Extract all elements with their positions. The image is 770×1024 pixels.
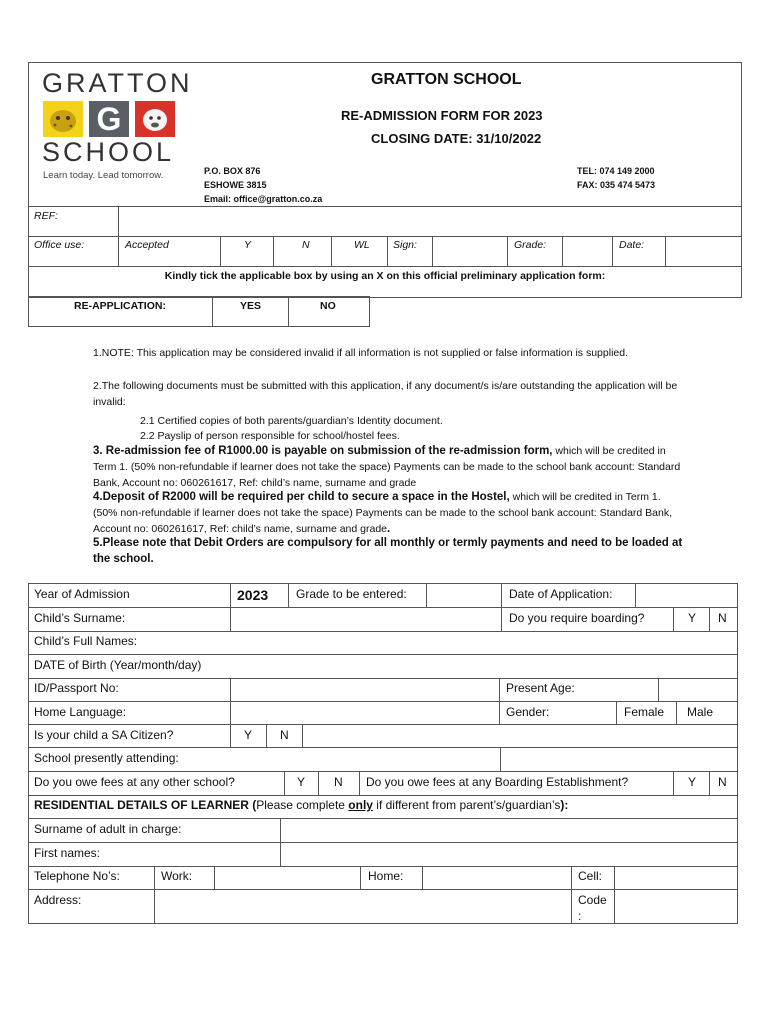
divider [284,771,285,795]
divider [507,236,508,266]
date-of-application-label: Date of Application: [509,587,613,601]
reapplication-no-box[interactable]: NO [320,300,336,312]
divider [499,678,500,724]
id-passport-label: ID/Passport No: [34,681,119,695]
divider [318,771,319,795]
logo-letter-tile [89,101,129,137]
telephone-label: Telephone No’s: [34,869,120,883]
note-4-text: which will be credited in Term 1. (50% non-refundable if learner does not take the space) Payments can be made to the school bank account: Standard Bank, Account no: 060261617, Ref: child’s name, surname and grade [93,491,673,535]
note-1: 1.NOTE: This application may be considered invalid if all information is not supplied or false information is supplied. [93,347,628,359]
logo-tagline: Learn today. Lead tomorrow. [43,170,164,181]
owe-school-n-box[interactable]: N [334,775,343,789]
divider [571,866,572,924]
divider [28,771,738,772]
address-field[interactable] [155,890,570,923]
full-names-field[interactable] [231,632,737,653]
email: Email: office@gratton.co.za [204,194,323,204]
home-phone-field[interactable] [423,867,570,888]
code-colon: : [578,909,582,923]
date-office-label: Date: [619,239,645,251]
divider [665,236,666,266]
note-4-bold: 4.Deposit of R2000 will be required per child to secure a space in the Hostel, [93,491,510,503]
divider [288,583,289,607]
divider [266,724,267,747]
gender-female-box[interactable]: Female [624,705,665,719]
boarding-y-box[interactable]: Y [688,611,697,625]
divider [273,236,274,266]
logo-word-top: GRATTON [42,68,193,98]
year-of-admission-value[interactable]: 2023 [237,587,269,603]
divider [212,296,213,327]
sa-citizen-label: Is your child a SA Citizen? [34,728,174,742]
owe-boarding-y-box[interactable]: Y [688,775,697,789]
home-label: Home: [368,869,404,883]
fax: FAX: 035 474 5473 [577,180,656,190]
divider [288,296,289,327]
residential-heading-close: ): [560,798,569,812]
code-field[interactable] [615,890,737,923]
boarding-label: Do you require boarding? [509,611,645,625]
grade-to-enter-label: Grade to be entered: [296,587,407,601]
sa-citizen-n-box[interactable]: N [280,728,289,742]
present-age-field[interactable] [659,679,737,700]
home-language-label: Home Language: [34,705,127,719]
boarding-n-box[interactable]: N [718,611,727,625]
closing-date: CLOSING DATE: 31/10/2022 [371,131,542,146]
residential-heading-pre: Please complete [256,798,349,812]
note-4 [93,489,683,537]
cell-label: Cell: [578,869,603,883]
year-of-admission-label: Year of Admission [34,587,130,601]
office-use-label: Office use: [34,239,85,251]
surname-label: Child’s Surname: [34,611,126,625]
divider [230,724,231,747]
telephone: TEL: 074 149 2000 [577,166,655,176]
office-wl-box[interactable]: WL [354,239,370,251]
tick-instruction: Kindly tick the applicable box by using an X on this official preliminary application form: [164,270,606,282]
note-4-end: . [387,523,391,535]
school-attending-field[interactable] [200,748,737,770]
adult-surname-label: Surname of adult in charge: [34,822,182,836]
note-3 [93,443,683,491]
office-y-box[interactable]: Y [244,239,252,251]
logo-letter: G [96,101,122,137]
divider [28,266,742,267]
divider [28,795,738,796]
present-age-label: Present Age: [506,681,575,695]
divider [676,701,677,724]
divider [501,583,502,631]
form-title: RE-ADMISSION FORM FOR 2023 [341,108,543,123]
residential-heading [34,798,568,812]
reapplication-yes-box[interactable]: YES [240,300,262,312]
note-2: 2.The following documents must be submitted with this application, if any document/s is/are outstanding the application will be invalid: [93,380,678,408]
dob-field[interactable] [231,655,737,677]
work-label: Work: [161,869,193,883]
divider [28,724,738,725]
owe-boarding-fees-label: Do you owe fees at any Boarding Establishment? [366,775,629,789]
note-2-2: 2.2 Payslip of person responsible for school/hostel fees. [140,430,400,442]
ref-field[interactable] [119,207,741,235]
school-name: GRATTON SCHOOL [371,71,522,88]
office-n-box[interactable]: N [302,239,310,251]
code-label: Code [578,893,607,907]
logo-word-bottom: SCHOOL [42,137,175,167]
first-names-field[interactable] [281,843,737,865]
divider [28,236,742,237]
reapplication-label: RE-APPLICATION: [74,300,166,312]
divider [709,607,710,631]
school-attending-label: School presently attending: [34,751,179,765]
po-box: P.O. BOX 876 [204,166,261,176]
gender-male-box[interactable]: Male [687,705,714,719]
dob-label: DATE of Birth (Year/month/day) [34,658,202,672]
first-names-label: First names: [34,846,101,860]
gender-label: Gender: [506,705,550,719]
divider [118,236,119,266]
sa-citizen-y-box[interactable]: Y [244,728,253,742]
address-label: Address: [34,893,82,907]
divider [360,866,361,889]
divider [432,236,433,266]
cell-phone-field[interactable] [615,867,737,888]
divider [673,607,674,631]
full-names-label: Child’s Full Names: [34,634,138,648]
divider [612,236,613,266]
date-of-application-field[interactable] [636,584,737,606]
divider [220,236,221,266]
adult-surname-field[interactable] [281,819,737,841]
divider [387,236,388,266]
grade-to-enter-field[interactable] [427,584,500,606]
note-2-1: 2.1 Certified copies of both parents/guardian’s Identity document. [140,415,443,427]
owe-boarding-n-box[interactable]: N [718,775,727,789]
logo-jaguar-icon [43,101,83,137]
id-passport-field[interactable] [231,679,499,700]
accepted-label: Accepted [125,239,169,251]
grade-office-label: Grade: [514,239,547,251]
divider [359,771,360,795]
divider [302,724,303,747]
surname-field[interactable] [231,608,500,630]
residential-heading-post: if different from parent’s/guardian’s [372,798,561,812]
ref-label: REF: [34,210,58,222]
note-5: 5.Please note that Debit Orders are compulsory for all monthly or termly payments and need to be loaded at the school. [93,537,683,565]
owe-school-fees-label: Do you owe fees at any other school? [34,775,235,789]
town: ESHOWE 3815 [204,180,267,190]
note-3-bold: 3. Re-admission fee of R1000.00 is payable on submission of the re-admission form, [93,445,553,457]
home-language-field[interactable] [231,702,498,723]
note-3-text: which will be credited in Term 1. (50% non-refundable if learner does not take the space) Payments can be made to the school bank account: Standard Bank, Account no: 060261617, Ref: child’s name, surname and grade [93,445,681,489]
divider [673,771,674,795]
logo-bulldog-icon [135,101,175,137]
divider [331,236,332,266]
owe-school-y-box[interactable]: Y [297,775,306,789]
divider [709,771,710,795]
divider [230,583,231,607]
divider [616,701,617,724]
work-phone-field[interactable] [215,867,359,888]
residential-heading-bold: RESIDENTIAL DETAILS OF LEARNER ( [34,798,257,812]
residential-heading-only: only [348,798,373,812]
sign-label: Sign: [393,239,417,251]
divider [562,236,563,266]
